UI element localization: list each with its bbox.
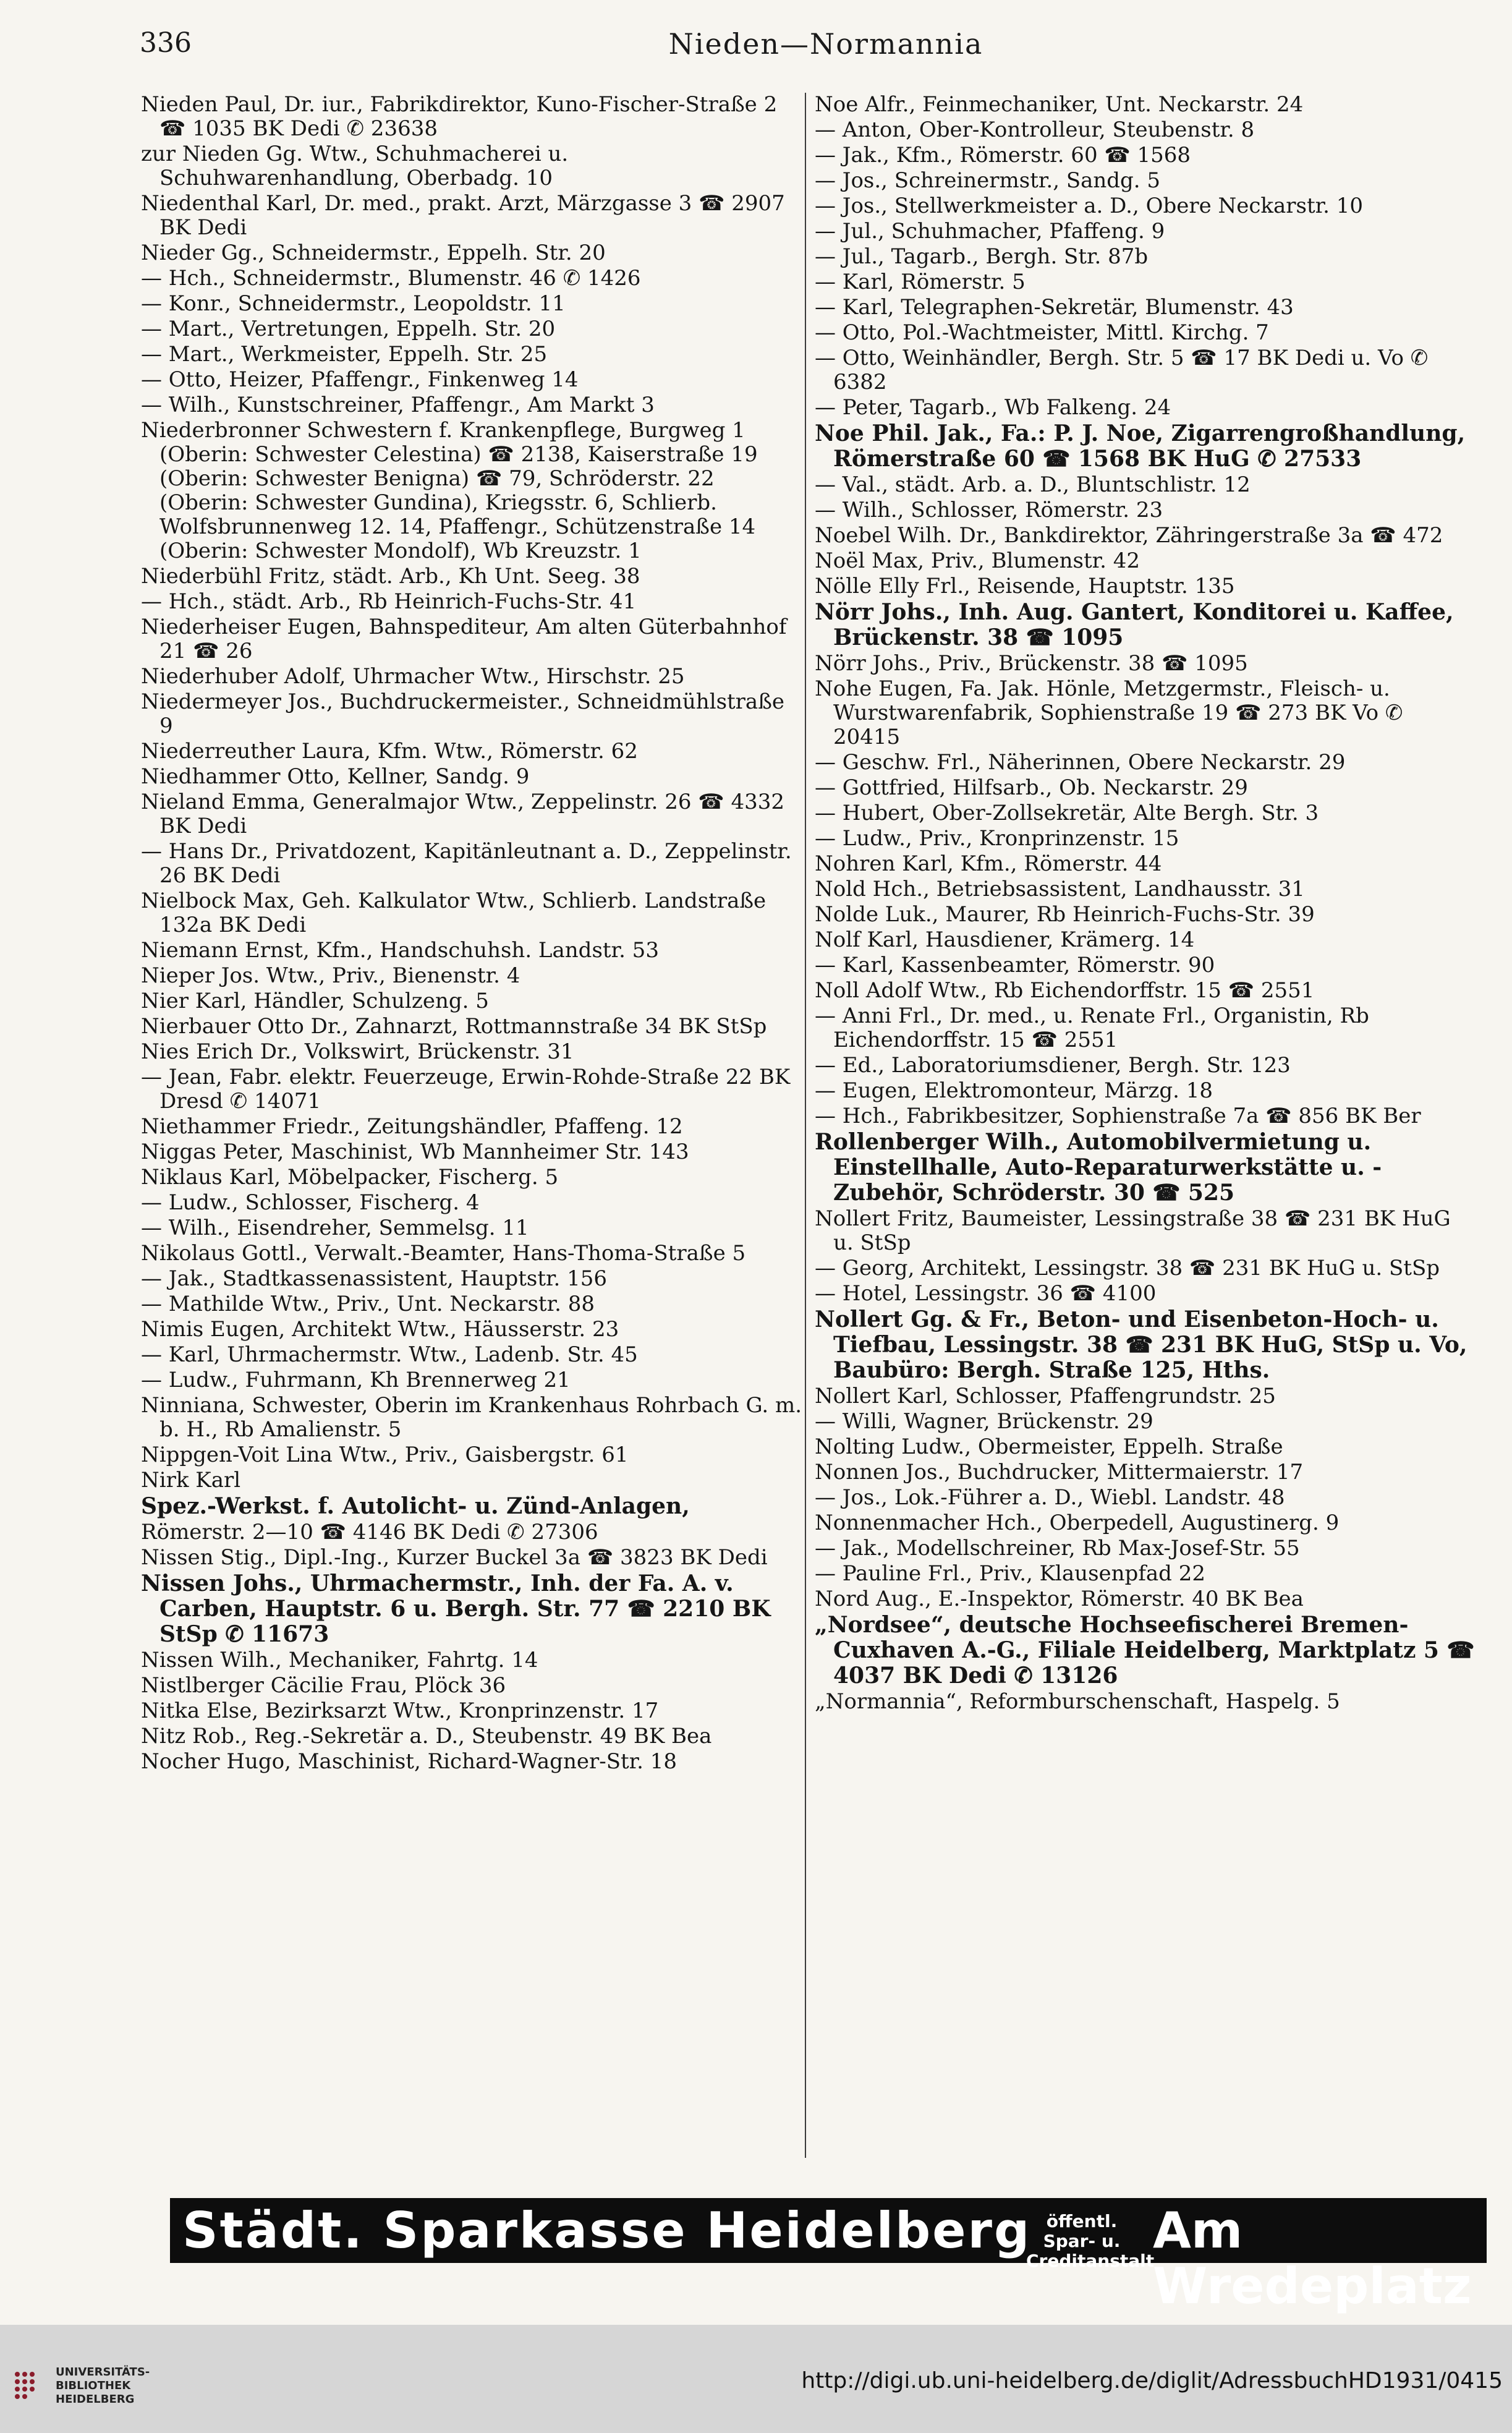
left-column [141,93,802,2164]
library-name-line-1: UNIVERSITÄTS- [56,2366,150,2379]
right-column-entry: Nörr Johs., Priv., Brückenstr. 38 ☎ 1095 [815,651,1248,676]
page-number: 336 [140,27,192,59]
left-column-entry: — Jean, Fabr. elektr. Feuerzeuge, Erwin-Rohde-Straße 22 BK Dresd ✆ 14071 [141,1065,791,1114]
right-column-entry: — Geschw. Frl., Näherinnen, Obere Neckarstr. 29 [815,750,1346,775]
left-column-entry: — Ludw., Schlosser, Fischerg. 4 [141,1190,480,1215]
left-column-entry: Nirk Karl [141,1468,241,1493]
right-column-entry: Noebel Wilh. Dr., Bankdirektor, Zähringerstraße 3a ☎ 472 [815,523,1443,548]
right-column-entry: — Anni Frl., Dr. med., u. Renate Frl., Organistin, Rb Eichendorffstr. 15 ☎ 2551 [815,1003,1369,1052]
right-column-entry: — Ed., Laboratoriumsdiener, Bergh. Str. 123 [815,1053,1291,1078]
left-column-entry: Spez.-Werkst. f. Autolicht- u. Zünd-Anlagen, [141,1493,690,1519]
left-column-entry: Nocher Hugo, Maschinist, Richard-Wagner-Str. 18 [141,1749,677,1774]
right-column-entry: — Hch., Fabrikbesitzer, Sophienstraße 7a ☎ 856 BK Ber [815,1104,1421,1128]
left-column-entry: Nitka Else, Bezirksarzt Wtw., Kronprinzenstr. 17 [141,1698,659,1723]
right-column-entry: „Normannia“, Reformburschenschaft, Haspelg. 5 [815,1689,1340,1714]
source-url-link[interactable]: http://digi.ub.uni-heidelberg.de/diglit/AdressbuchHD1931/0415 [801,2368,1503,2393]
left-column-entry: — Hch., Schneidermstr., Blumenstr. 46 ✆ 1426 [141,266,641,291]
right-column-entry: — Jul., Schuhmacher, Pfaffeng. 9 [815,219,1165,244]
right-column-entry: Rollenberger Wilh., Automobilvermietung u. Einstellhalle, Auto-Reparaturwerkstätte u. -Zubehör, Schröderstr. 30 ☎ 525 [815,1129,1382,1206]
right-column [815,93,1476,2164]
left-column-entry: Nissen Stig., Dipl.-Ing., Kurzer Buckel 3a ☎ 3823 BK Dedi [141,1545,768,1570]
right-column-entry: Noll Adolf Wtw., Rb Eichendorffstr. 15 ☎ 2551 [815,978,1315,1003]
left-column-entry: Nimis Eugen, Architekt Wtw., Häusserstr. 23 [141,1317,619,1342]
left-column-entry: zur Nieden Gg. Wtw., Schuhmacherei u. Schuhwarenhandlung, Oberbadg. 10 [141,142,569,190]
right-column-entry: Nohren Karl, Kfm., Römerstr. 44 [815,851,1162,876]
right-column-entry: Nonnenmacher Hch., Oberpedell, Augustinerg. 9 [815,1511,1340,1535]
right-column-entry: Nold Hch., Betriebsassistent, Landhausstr. 31 [815,877,1305,901]
right-column-entry: — Gottfried, Hilfsarb., Ob. Neckarstr. 29 [815,775,1248,800]
library-logo-icon [11,2368,48,2405]
right-column-entry: — Otto, Pol.-Wachtmeister, Mittl. Kirchg. 7 [815,320,1269,345]
ad-subtitle [1026,2211,1155,2271]
right-column-entry: Nollert Fritz, Baumeister, Lessingstraße 38 ☎ 231 BK HuG u. StSp [815,1206,1451,1255]
right-column-entry: Nolde Luk., Maurer, Rb Heinrich-Fuchs-Str. 39 [815,902,1315,927]
right-column-entry: — Jul., Tagarb., Bergh. Str. 87b [815,244,1149,269]
right-column-entry: Nollert Gg. & Fr., Beton- und Eisenbeton-Hoch- u. Tiefbau, Lessingstr. 38 ☎ 231 BK HuG, StSp u. Vo, Baubüro: Bergh. Straße 125, Hths. [815,1306,1467,1383]
left-column-entry: Nistlberger Cäcilie Frau, Plöck 36 [141,1673,506,1698]
library-name-line-3: HEIDELBERG [56,2393,135,2406]
left-column-entry: — Jak., Stadtkassenassistent, Hauptstr. 156 [141,1266,608,1291]
right-column-entry: — Anton, Ober-Kontrolleur, Steubenstr. 8 [815,117,1255,142]
ad-subtitle-line-1: öffentl. Spar- u. [1043,2211,1121,2251]
right-column-entry: Nörr Johs., Inh. Aug. Gantert, Konditorei u. Kaffee, Brückenstr. 38 ☎ 1095 [815,599,1454,650]
left-column-entry: Nielbock Max, Geh. Kalkulator Wtw., Schlierb. Landstraße 132a BK Dedi [141,888,767,937]
right-column-entry: — Val., städt. Arb. a. D., Bluntschlistr. 12 [815,472,1251,497]
right-column-entry: Noe Phil. Jak., Fa.: P. J. Noe, Zigarrengroßhandlung, Römerstraße 60 ☎ 1568 BK HuG ✆ 27533 [815,420,1466,472]
ad-name: Städt. Sparkasse Heidelberg [182,2202,1032,2259]
right-column-entry: — Willi, Wagner, Brückenstr. 29 [815,1409,1153,1434]
left-column-entry: Nikolaus Gottl., Verwalt.-Beamter, Hans-Thoma-Straße 5 [141,1241,746,1266]
left-column-entry: Nippgen-Voit Lina Wtw., Priv., Gaisbergstr. 61 [141,1442,629,1467]
left-column-entry: Römerstr. 2—10 ☎ 4146 BK Dedi ✆ 27306 [141,1520,598,1545]
right-column-entry: „Nordsee“, deutsche Hochseefischerei Bremen-Cuxhaven A.-G., Filiale Heidelberg, Marktplatz 5 ☎ 4037 BK Dedi ✆ 13126 [815,1612,1475,1689]
right-column-entry: Nord Aug., E.-Inspektor, Römerstr. 40 BK Bea [815,1587,1304,1611]
right-column-entry: — Eugen, Elektromonteur, Märzg. 18 [815,1078,1213,1103]
library-name-line-2: BIBLIOTHEK [56,2379,131,2392]
left-column-entry: Nissen Johs., Uhrmachermstr., Inh. der Fa. A. v. Carben, Hauptstr. 6 u. Bergh. Str. 77 ☎ 2210 BK StSp ✆ 11673 [141,1570,771,1647]
footer-bar [0,2325,1512,2433]
right-column-entry: — Jak., Modellschreiner, Rb Max-Josef-Str. 55 [815,1536,1300,1561]
right-column-entry: — Hubert, Ober-Zollsekretär, Alte Bergh. Str. 3 [815,801,1319,825]
right-column-entry: — Karl, Kassenbeamter, Römerstr. 90 [815,953,1215,978]
left-column-entry: Ninniana, Schwester, Oberin im Krankenhaus Rohrbach G. m. b. H., Rb Amalienstr. 5 [141,1393,802,1442]
left-column-entry: Niemann Ernst, Kfm., Handschuhsh. Landstr. 53 [141,938,659,963]
right-column-entry: — Jos., Schreinermstr., Sandg. 5 [815,168,1161,193]
right-column-entry: Noe Alfr., Feinmechaniker, Unt. Neckarstr. 24 [815,93,1304,117]
left-column-entry: — Hch., städt. Arb., Rb Heinrich-Fuchs-Str. 41 [141,589,637,614]
left-column-entry: Niggas Peter, Maschinist, Wb Mannheimer Str. 143 [141,1140,689,1164]
left-column-entry: — Mart., Vertretungen, Eppelh. Str. 20 [141,317,556,341]
right-column-entry: — Karl, Telegraphen-Sekretär, Blumenstr. 43 [815,295,1294,320]
ad-subtitle-line-2: Creditanstalt [1026,2251,1155,2271]
left-column-entry: — Mathilde Wtw., Priv., Unt. Neckarstr. 88 [141,1292,595,1316]
left-column-entry: Nieper Jos. Wtw., Priv., Bienenstr. 4 [141,963,520,988]
left-column-entry: — Wilh., Kunstschreiner, Pfaffengr., Am Markt 3 [141,393,655,417]
right-column-entry: Nollert Karl, Schlosser, Pfaffengrundstr. 25 [815,1384,1276,1408]
ad-location: Am Wredeplatz [1153,2202,1472,2315]
sparkasse-advertisement [170,2198,1487,2315]
right-column-entry: — Otto, Weinhändler, Bergh. Str. 5 ☎ 17 BK Dedi u. Vo ✆ 6382 [815,346,1429,394]
right-column-entry: — Peter, Tagarb., Wb Falkeng. 24 [815,395,1171,420]
left-column-entry: Niklaus Karl, Möbelpacker, Fischerg. 5 [141,1165,559,1190]
right-column-entry: — Jos., Stellwerkmeister a. D., Obere Neckarstr. 10 [815,194,1364,218]
left-column-entry: Niederhuber Adolf, Uhrmacher Wtw., Hirschstr. 25 [141,664,685,689]
left-column-entry: Nies Erich Dr., Volkswirt, Brückenstr. 31 [141,1039,574,1064]
right-column-entry: — Georg, Architekt, Lessingstr. 38 ☎ 231 BK HuG u. StSp [815,1256,1440,1280]
left-column-entry: — Karl, Uhrmachermstr. Wtw., Ladenb. Str. 45 [141,1342,638,1367]
right-column-entry: Nolting Ludw., Obermeister, Eppelh. Straße [815,1434,1283,1459]
right-column-entry: — Wilh., Schlosser, Römerstr. 23 [815,498,1163,522]
left-column-entry: — Konr., Schneidermstr., Leopoldstr. 11 [141,291,566,316]
left-column-entry: Nieden Paul, Dr. iur., Fabrikdirektor, Kuno-Fischer-Straße 2 ☎ 1035 BK Dedi ✆ 23638 [141,93,778,141]
running-head: Nieden—Normannia [668,27,983,61]
left-column-entry: — Mart., Werkmeister, Eppelh. Str. 25 [141,342,548,367]
right-column-entry: Nohe Eugen, Fa. Jak. Hönle, Metzgermstr., Fleisch- u. Wurstwarenfabrik, Sophienstraße 19 ☎ 273 BK Vo ✆ 20415 [815,676,1403,749]
left-column-entry: Niederreuther Laura, Kfm. Wtw., Römerstr. 62 [141,739,638,764]
left-column-entry: Nierbauer Otto Dr., Zahnarzt, Rottmannstraße 34 BK StSp [141,1014,767,1039]
left-column-entry: Nieder Gg., Schneidermstr., Eppelh. Str. 20 [141,241,606,265]
left-column-entry: — Hans Dr., Privatdozent, Kapitänleutnant a. D., Zeppelinstr. 26 BK Dedi [141,839,792,888]
left-column-entry: Nitz Rob., Reg.-Sekretär a. D., Steubenstr. 49 BK Bea [141,1724,712,1749]
left-column-entry: Nissen Wilh., Mechaniker, Fahrtg. 14 [141,1648,538,1672]
right-column-entry: — Jos., Lok.-Führer a. D., Wiebl. Landstr. 48 [815,1485,1285,1510]
left-column-entry: Niederbühl Fritz, städt. Arb., Kh Unt. Seeg. 38 [141,564,640,589]
left-column-entry: Niedhammer Otto, Kellner, Sandg. 9 [141,764,530,789]
right-column-entry: Nolf Karl, Hausdiener, Krämerg. 14 [815,927,1195,952]
right-column-entry: — Ludw., Priv., Kronprinzenstr. 15 [815,826,1179,851]
left-column-entry: — Wilh., Eisendreher, Semmelsg. 11 [141,1216,529,1240]
left-column-entry: Niethammer Friedr., Zeitungshändler, Pfaffeng. 12 [141,1114,683,1139]
right-column-entry: Nonnen Jos., Buchdrucker, Mittermaierstr. 17 [815,1460,1304,1485]
right-column-entry: — Karl, Römerstr. 5 [815,270,1026,294]
right-column-entry: Nölle Elly Frl., Reisende, Hauptstr. 135 [815,574,1235,599]
left-column-entry: — Otto, Heizer, Pfaffengr., Finkenweg 14 [141,367,579,392]
left-column-entry: Niederheiser Eugen, Bahnspediteur, Am alten Güterbahnhof 21 ☎ 26 [141,615,787,663]
left-column-entry: — Ludw., Fuhrmann, Kh Brennerweg 21 [141,1368,571,1392]
left-column-entry: Nier Karl, Händler, Schulzeng. 5 [141,989,489,1013]
right-column-entry: — Pauline Frl., Priv., Klausenpfad 22 [815,1561,1206,1586]
right-column-entry: Noël Max, Priv., Blumenstr. 42 [815,548,1140,573]
library-name [56,2366,150,2406]
column-divider [805,93,806,2158]
right-column-entry: — Jak., Kfm., Römerstr. 60 ☎ 1568 [815,143,1191,168]
page-header [140,27,1500,70]
right-column-entry: — Hotel, Lessingstr. 36 ☎ 4100 [815,1281,1157,1306]
left-column-entry: Niedermeyer Jos., Buchdruckermeister., Schneidmühlstraße 9 [141,689,785,738]
left-column-entry: Niederbronner Schwestern f. Krankenpflege, Burgweg 1 (Oberin: Schwester Celestina) ☎ 2138, Kaiserstraße 19 (Oberin: Schwester Benigna) ☎ 79, Schröderstr. 22 (Oberin: Schwester Gundina), Kriegsstr. 6, Schlierb. Wolfsbrunnenweg 12. 14, Pfaffengr., Schützenstraße 14 (Oberin: Schwester Mondolf), Wb Kreuzstr. 1 [141,418,758,563]
left-column-entry: Niedenthal Karl, Dr. med., prakt. Arzt, Märzgasse 3 ☎ 2907 BK Dedi [141,191,785,240]
left-column-entry: Nieland Emma, Generalmajor Wtw., Zeppelinstr. 26 ☎ 4332 BK Dedi [141,790,784,838]
